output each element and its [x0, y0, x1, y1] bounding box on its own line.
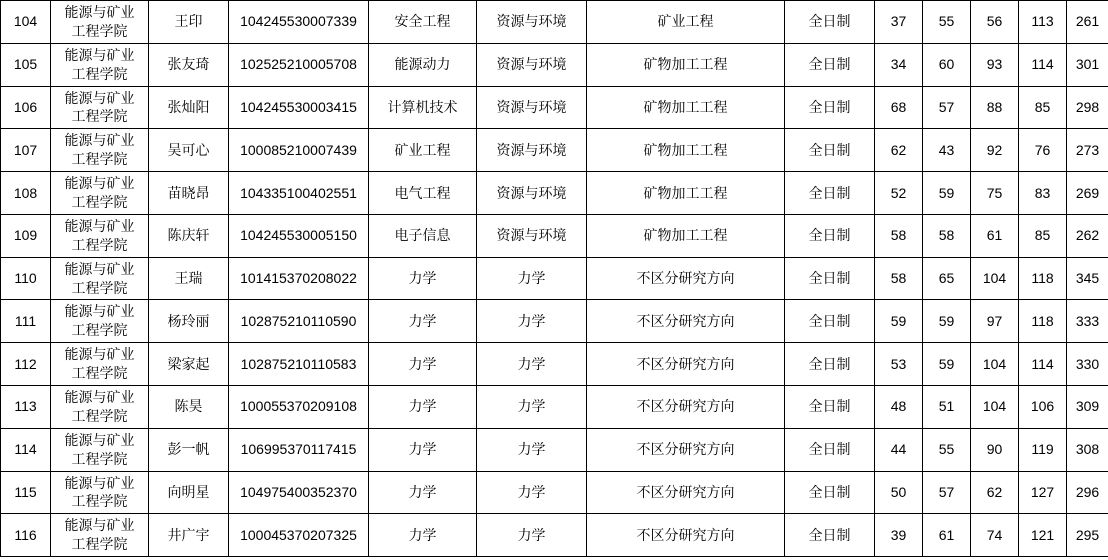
- cell-score-3: 104: [971, 386, 1019, 429]
- cell-exam-id: 104245530003415: [229, 86, 369, 129]
- cell-direction: 矿物加工工程: [587, 43, 785, 86]
- cell-score-4: 85: [1019, 214, 1067, 257]
- cell-score-3: 104: [971, 343, 1019, 386]
- cell-score-3: 92: [971, 129, 1019, 172]
- college-line-1: 能源与矿业: [64, 431, 135, 448]
- cell-category: 力学: [477, 257, 587, 300]
- cell-score-4: 113: [1019, 1, 1067, 44]
- cell-study-mode: 全日制: [785, 43, 875, 86]
- cell-score-3: 90: [971, 428, 1019, 471]
- cell-exam-id: 100055370209108: [229, 386, 369, 429]
- cell-exam-id: 100085210007439: [229, 129, 369, 172]
- cell-name: 彭一帆: [149, 428, 229, 471]
- cell-category: 资源与环境: [477, 1, 587, 44]
- cell-category: 力学: [477, 343, 587, 386]
- cell-direction: 不区分研究方向: [587, 300, 785, 343]
- cell-major: 计算机技术: [369, 86, 477, 129]
- cell-major: 力学: [369, 257, 477, 300]
- cell-score-1: 58: [875, 214, 923, 257]
- table-row: [1, 300, 1108, 343]
- cell-college: [51, 300, 149, 343]
- college-line-2: 工程学院: [71, 108, 128, 125]
- cell-study-mode: 全日制: [785, 214, 875, 257]
- table-row: [1, 129, 1108, 172]
- cell-score-1: 48: [875, 386, 923, 429]
- cell-category: 力学: [477, 428, 587, 471]
- cell-total: 330: [1067, 343, 1108, 386]
- table-row: [1, 257, 1108, 300]
- cell-college: [51, 1, 149, 44]
- cell-category: 力学: [477, 386, 587, 429]
- cell-name: 陈庆轩: [149, 214, 229, 257]
- college-line-1: 能源与矿业: [64, 46, 135, 63]
- table-row: [1, 86, 1108, 129]
- college-line-1: 能源与矿业: [64, 132, 135, 149]
- cell-score-4: 85: [1019, 86, 1067, 129]
- college-line-1: 能源与矿业: [64, 4, 135, 20]
- cell-exam-id: 102875210110590: [229, 300, 369, 343]
- cell-study-mode: 全日制: [785, 300, 875, 343]
- college-line-2: 工程学院: [71, 493, 128, 510]
- cell-score-4: 83: [1019, 172, 1067, 215]
- cell-score-4: 119: [1019, 428, 1067, 471]
- cell-major: 矿业工程: [369, 129, 477, 172]
- cell-name: 向明星: [149, 471, 229, 514]
- cell-score-4: 114: [1019, 43, 1067, 86]
- cell-study-mode: 全日制: [785, 471, 875, 514]
- cell-study-mode: 全日制: [785, 428, 875, 471]
- cell-score-4: 76: [1019, 129, 1067, 172]
- cell-score-2: 65: [923, 257, 971, 300]
- college-line-1: 能源与矿业: [64, 260, 135, 277]
- cell-category: 力学: [477, 300, 587, 343]
- cell-college: [51, 428, 149, 471]
- cell-direction: 矿物加工工程: [587, 86, 785, 129]
- cell-category: 力学: [477, 514, 587, 557]
- college-line-1: 能源与矿业: [64, 89, 135, 106]
- cell-score-3: 61: [971, 214, 1019, 257]
- cell-major: 力学: [369, 514, 477, 557]
- cell-college: [51, 386, 149, 429]
- cell-score-2: 60: [923, 43, 971, 86]
- cell-index: 106: [1, 86, 51, 129]
- cell-total: 262: [1067, 214, 1108, 257]
- cell-index: 112: [1, 343, 51, 386]
- cell-total: 298: [1067, 86, 1108, 129]
- cell-name: 张友琦: [149, 43, 229, 86]
- cell-name: 梁家起: [149, 343, 229, 386]
- cell-score-1: 68: [875, 86, 923, 129]
- cell-score-4: 118: [1019, 300, 1067, 343]
- college-line-2: 工程学院: [71, 151, 128, 168]
- cell-score-4: 106: [1019, 386, 1067, 429]
- cell-major: 力学: [369, 471, 477, 514]
- table-row: [1, 428, 1108, 471]
- cell-index: 108: [1, 172, 51, 215]
- cell-index: 107: [1, 129, 51, 172]
- cell-college: [51, 43, 149, 86]
- college-line-2: 工程学院: [71, 365, 128, 382]
- cell-total: 345: [1067, 257, 1108, 300]
- college-line-2: 工程学院: [71, 407, 128, 424]
- cell-score-4: 121: [1019, 514, 1067, 557]
- cell-score-1: 39: [875, 514, 923, 557]
- cell-name: 王印: [149, 1, 229, 44]
- cell-score-3: 93: [971, 43, 1019, 86]
- college-line-1: 能源与矿业: [64, 303, 135, 320]
- cell-major: 安全工程: [369, 1, 477, 44]
- cell-exam-id: 104245530007339: [229, 1, 369, 44]
- cell-score-4: 127: [1019, 471, 1067, 514]
- cell-total: 333: [1067, 300, 1108, 343]
- cell-score-2: 57: [923, 86, 971, 129]
- college-line-2: 工程学院: [71, 22, 128, 39]
- table-row: [1, 1, 1108, 44]
- cell-score-2: 55: [923, 1, 971, 44]
- cell-score-4: 118: [1019, 257, 1067, 300]
- cell-direction: 不区分研究方向: [587, 514, 785, 557]
- cell-index: 114: [1, 428, 51, 471]
- college-line-2: 工程学院: [71, 536, 128, 553]
- table-row: [1, 386, 1108, 429]
- cell-study-mode: 全日制: [785, 257, 875, 300]
- cell-college: [51, 343, 149, 386]
- cell-total: 301: [1067, 43, 1108, 86]
- college-line-1: 能源与矿业: [64, 474, 135, 491]
- cell-name: 杨玲丽: [149, 300, 229, 343]
- cell-total: 273: [1067, 129, 1108, 172]
- cell-score-1: 58: [875, 257, 923, 300]
- cell-study-mode: 全日制: [785, 129, 875, 172]
- cell-score-1: 50: [875, 471, 923, 514]
- cell-score-3: 97: [971, 300, 1019, 343]
- cell-direction: 不区分研究方向: [587, 428, 785, 471]
- cell-score-3: 104: [971, 257, 1019, 300]
- college-line-2: 工程学院: [71, 65, 128, 82]
- table-row: [1, 172, 1108, 215]
- cell-exam-id: 106995370117415: [229, 428, 369, 471]
- cell-index: 104: [1, 1, 51, 44]
- cell-name: 井广宇: [149, 514, 229, 557]
- cell-score-3: 88: [971, 86, 1019, 129]
- cell-name: 吴可心: [149, 129, 229, 172]
- cell-score-3: 56: [971, 1, 1019, 44]
- cell-score-2: 43: [923, 129, 971, 172]
- cell-major: 力学: [369, 300, 477, 343]
- cell-college: [51, 257, 149, 300]
- cell-study-mode: 全日制: [785, 386, 875, 429]
- cell-category: 资源与环境: [477, 172, 587, 215]
- cell-direction: 矿物加工工程: [587, 172, 785, 215]
- cell-major: 力学: [369, 386, 477, 429]
- cell-direction: 矿物加工工程: [587, 129, 785, 172]
- cell-score-2: 59: [923, 343, 971, 386]
- cell-direction: 矿业工程: [587, 1, 785, 44]
- cell-index: 116: [1, 514, 51, 557]
- cell-college: [51, 214, 149, 257]
- cell-major: 电子信息: [369, 214, 477, 257]
- cell-score-1: 59: [875, 300, 923, 343]
- cell-exam-id: 104335100402551: [229, 172, 369, 215]
- cell-exam-id: 100045370207325: [229, 514, 369, 557]
- cell-score-1: 53: [875, 343, 923, 386]
- cell-exam-id: 104245530005150: [229, 214, 369, 257]
- cell-college: [51, 129, 149, 172]
- cell-category: 力学: [477, 471, 587, 514]
- cell-category: 资源与环境: [477, 214, 587, 257]
- cell-major: 电气工程: [369, 172, 477, 215]
- cell-score-1: 62: [875, 129, 923, 172]
- cell-score-2: 57: [923, 471, 971, 514]
- cell-score-2: 51: [923, 386, 971, 429]
- cell-total: 296: [1067, 471, 1108, 514]
- cell-score-3: 62: [971, 471, 1019, 514]
- cell-direction: 矿物加工工程: [587, 214, 785, 257]
- table-row: [1, 214, 1108, 257]
- cell-index: 105: [1, 43, 51, 86]
- cell-exam-id: 101415370208022: [229, 257, 369, 300]
- cell-total: 261: [1067, 1, 1108, 44]
- cell-study-mode: 全日制: [785, 86, 875, 129]
- cell-score-4: 114: [1019, 343, 1067, 386]
- cell-college: [51, 172, 149, 215]
- cell-score-2: 58: [923, 214, 971, 257]
- cell-category: 资源与环境: [477, 129, 587, 172]
- cell-study-mode: 全日制: [785, 172, 875, 215]
- cell-study-mode: 全日制: [785, 343, 875, 386]
- college-line-2: 工程学院: [71, 322, 128, 339]
- cell-study-mode: 全日制: [785, 514, 875, 557]
- cell-score-2: 61: [923, 514, 971, 557]
- cell-college: [51, 471, 149, 514]
- cell-total: 295: [1067, 514, 1108, 557]
- cell-score-2: 55: [923, 428, 971, 471]
- cell-total: 269: [1067, 172, 1108, 215]
- cell-total: 309: [1067, 386, 1108, 429]
- cell-total: 308: [1067, 428, 1108, 471]
- cell-name: 苗晓昂: [149, 172, 229, 215]
- college-line-2: 工程学院: [71, 194, 128, 211]
- college-line-1: 能源与矿业: [64, 389, 135, 406]
- cell-score-3: 75: [971, 172, 1019, 215]
- cell-category: 资源与环境: [477, 86, 587, 129]
- cell-index: 113: [1, 386, 51, 429]
- cell-direction: 不区分研究方向: [587, 257, 785, 300]
- cell-major: 力学: [369, 428, 477, 471]
- cell-name: 王瑞: [149, 257, 229, 300]
- cell-exam-id: 102525210005708: [229, 43, 369, 86]
- table-row: [1, 514, 1108, 557]
- cell-score-3: 74: [971, 514, 1019, 557]
- cell-college: [51, 514, 149, 557]
- cell-index: 110: [1, 257, 51, 300]
- cell-direction: 不区分研究方向: [587, 386, 785, 429]
- cell-score-1: 34: [875, 43, 923, 86]
- cell-exam-id: 104975400352370: [229, 471, 369, 514]
- cell-major: 力学: [369, 343, 477, 386]
- cell-study-mode: 全日制: [785, 1, 875, 44]
- college-line-1: 能源与矿业: [64, 517, 135, 534]
- college-line-2: 工程学院: [71, 450, 128, 467]
- cell-index: 109: [1, 214, 51, 257]
- cell-major: 能源动力: [369, 43, 477, 86]
- college-line-1: 能源与矿业: [64, 175, 135, 192]
- cell-exam-id: 102875210110583: [229, 343, 369, 386]
- cell-index: 111: [1, 300, 51, 343]
- cell-index: 115: [1, 471, 51, 514]
- college-line-1: 能源与矿业: [64, 346, 135, 363]
- cell-category: 资源与环境: [477, 43, 587, 86]
- table-row: [1, 343, 1108, 386]
- table-row: [1, 43, 1108, 86]
- cell-score-2: 59: [923, 172, 971, 215]
- cell-direction: 不区分研究方向: [587, 343, 785, 386]
- cell-score-1: 44: [875, 428, 923, 471]
- table-row: [1, 471, 1108, 514]
- cell-college: [51, 86, 149, 129]
- cell-name: 陈昊: [149, 386, 229, 429]
- cell-score-2: 59: [923, 300, 971, 343]
- cell-score-1: 37: [875, 1, 923, 44]
- cell-direction: 不区分研究方向: [587, 471, 785, 514]
- college-line-2: 工程学院: [71, 279, 128, 296]
- cell-name: 张灿阳: [149, 86, 229, 129]
- cell-score-1: 52: [875, 172, 923, 215]
- college-line-1: 能源与矿业: [64, 217, 135, 234]
- college-line-2: 工程学院: [71, 236, 128, 253]
- table-body: [1, 1, 1108, 557]
